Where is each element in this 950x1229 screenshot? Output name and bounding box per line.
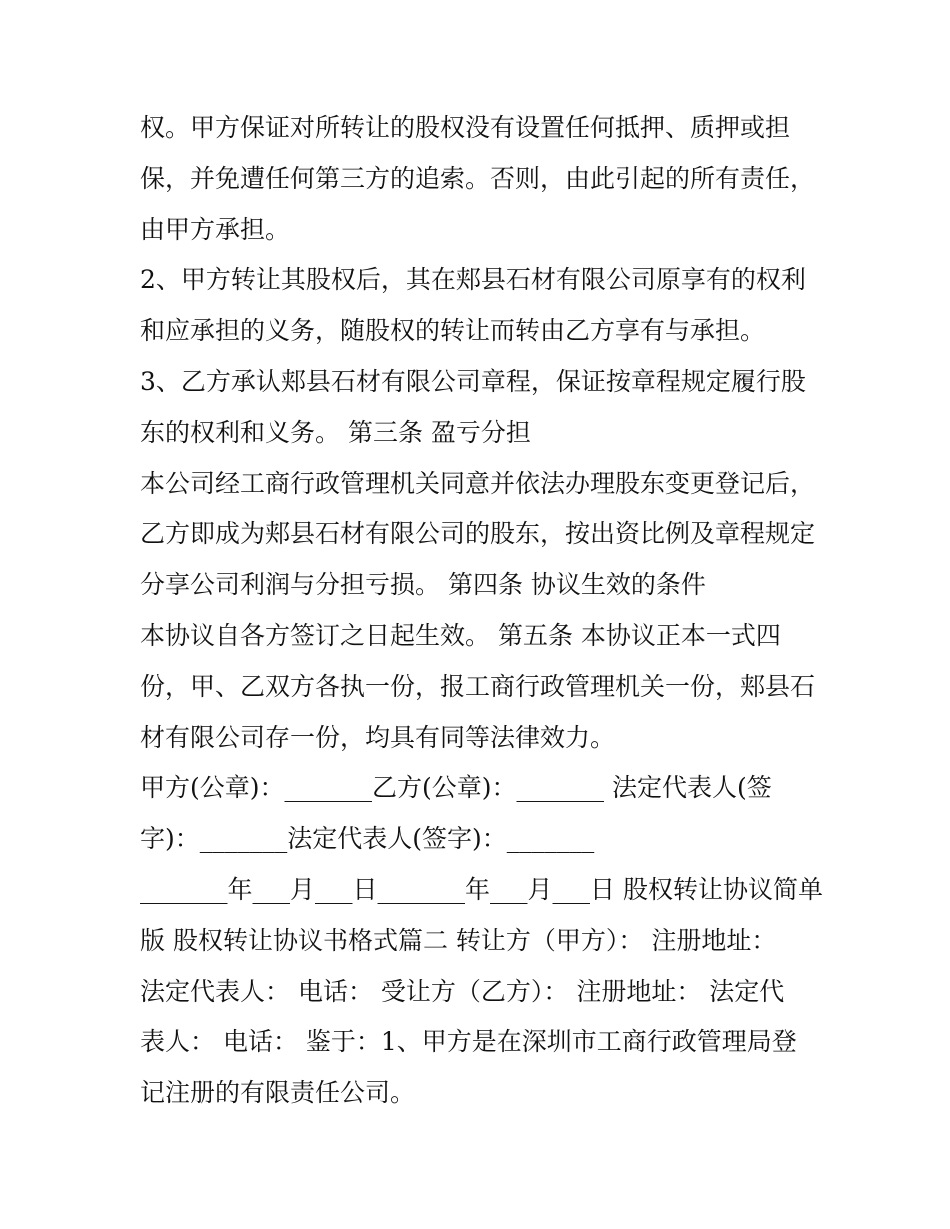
signature-line: 字)：_______法定代表人(签字)：_______: [140, 824, 595, 854]
text-line: 乙方即成为郏县石材有限公司的股东，按出资比例及章程规定: [140, 519, 816, 549]
text-line: 东的权利和义务。 第三条 盈亏分担: [140, 417, 531, 447]
date-line: _______年___月___日_______年___月___日 股权转让协议简单: [140, 874, 823, 904]
text-line: 表人： 电话： 鉴于：1、甲方是在深圳市工商行政管理局登: [140, 1027, 797, 1057]
text-line: 记注册的有限责任公司。: [140, 1078, 416, 1108]
text-line: 3、乙方承认郏县石材有限公司章程，保证按章程规定履行股: [140, 366, 806, 396]
text-line: 由甲方承担。: [140, 214, 291, 244]
text-line: 2、甲方转让其股权后，其在郏县石材有限公司原享有的权利: [140, 265, 806, 295]
text-line: 权。甲方保证对所转让的股权没有设置任何抵押、质押或担: [140, 113, 791, 142]
text-line: 份，甲、乙双方各执一份，报工商行政管理机关一份，郏县石: [140, 671, 816, 701]
text-line: 本协议自各方签订之日起生效。 第五条 本协议正本一式四: [140, 620, 781, 650]
contract-body-text: [140, 103, 830, 1119]
text-line: 材有限公司存一份，均具有同等法律效力。: [140, 722, 616, 752]
text-line: 分享公司利润与分担亏损。 第四条 协议生效的条件: [140, 570, 706, 600]
text-line: 和应承担的义务，随股权的转让而转由乙方享有与承担。: [140, 316, 766, 346]
text-line: 版 股权转让协议书格式篇二 转让方（甲方）： 注册地址：: [140, 925, 777, 955]
text-line: 本公司经工商行政管理机关同意并依法办理股东变更登记后，: [140, 468, 816, 498]
text-line: 法定代表人： 电话： 受让方（乙方）： 注册地址： 法定代: [140, 976, 785, 1006]
text-line: 保，并免遭任何第三方的追索。否则，由此引起的所有责任，: [140, 163, 816, 193]
signature-line: 甲方(公章)：_______乙方(公章)：_______ 法定代表人(签: [140, 773, 772, 803]
